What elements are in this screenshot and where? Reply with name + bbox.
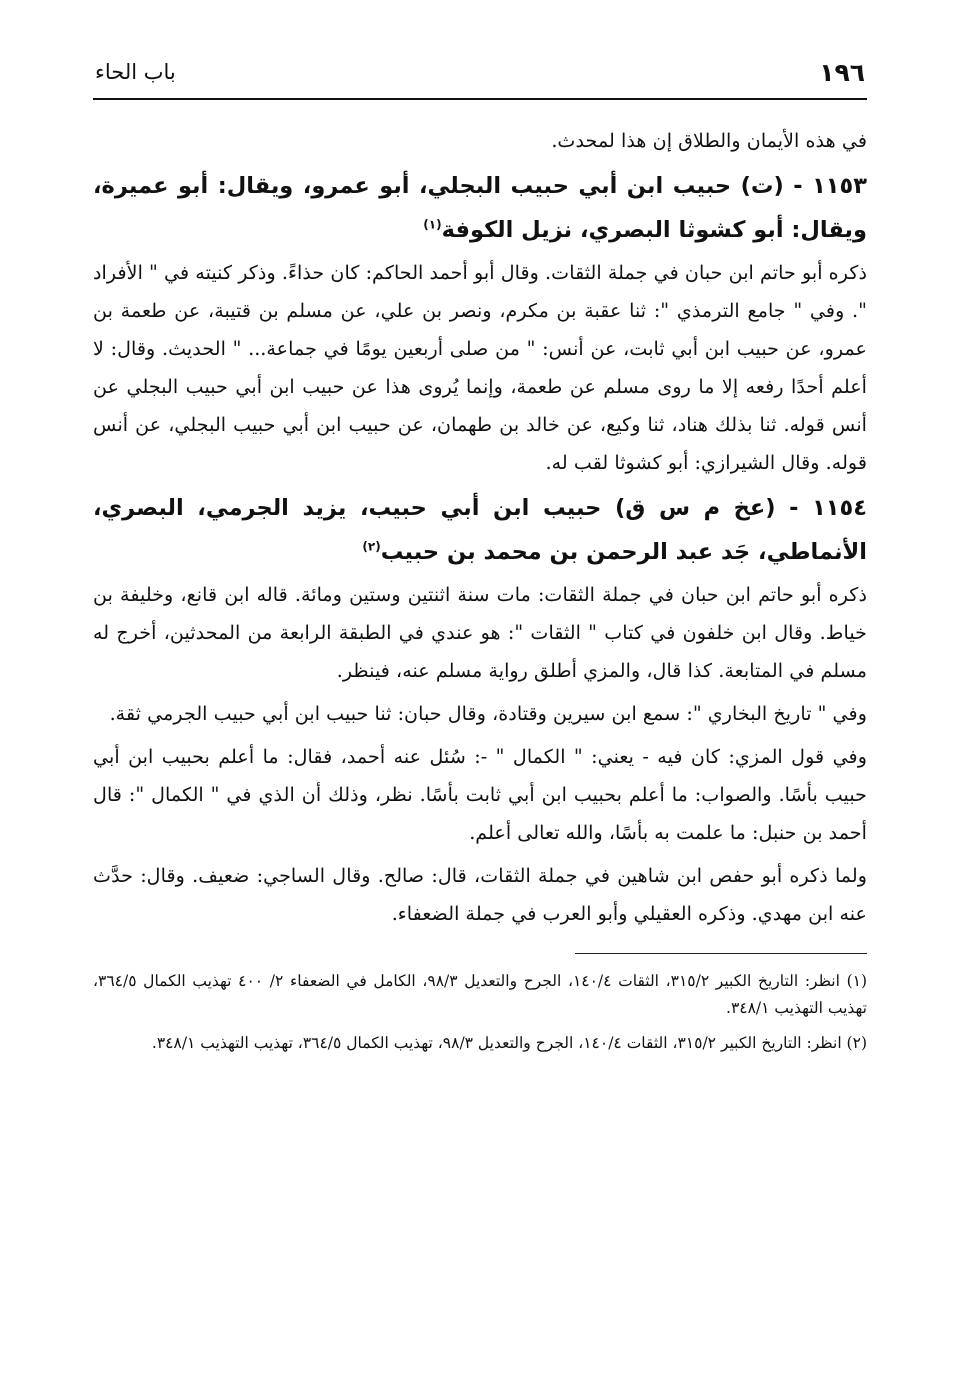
entry-paragraph: ولما ذكره أبو حفص ابن شاهين في جملة الثقات، قال: صالح. وقال الساجي: ضعيف. وقال: حدَّث عنه ابن مهدي. وذكره العقيلي وأبو العرب في جملة الضعفاء. [93, 864, 867, 925]
entry-1153 [93, 164, 867, 482]
entry-heading-text: ١١٥٣ - (ت) حبيب ابن أبي حبيب البجلي، أبو عمرو، ويقال: أبو عميرة، ويقال: أبو كشوثا البصري، نزيل الكوفة [93, 173, 867, 243]
footnote-separator [575, 953, 867, 954]
footnote-1: (١) انظر: التاريخ الكبير ٣١٥/٢، الثقات ١٤٠/٤، الجرح والتعديل ٩٨/٣، الكامل في الضعفاء ٢/ ٤٠٠ تهذيب الكمال ٣٦٤/٥، تهذيب التهذيب ٣٤٨/١. [93, 972, 868, 1017]
book-page [93, 48, 867, 1065]
entry-heading [93, 486, 867, 574]
carryover-text: في هذه الأيمان والطلاق إن هذا لمحدث. [551, 129, 867, 152]
entry-heading [93, 164, 867, 252]
footnote-marker: (٢) [362, 539, 381, 554]
entry-paragraph: وفي قول المزي: كان فيه - يعني: " الكمال " -: سُئل عنه أحمد، فقال: ما أعلم بحبيب ابن أبي حبيب بأسًا. والصواب: ما أعلم بحبيب ابن أبي ثابت بأسًا. نظر، وذلك أن الذي في " الكمال ": قال أحمد بن حنبل: ما علمت به بأسًا، والله تعالى أعلم. [93, 745, 867, 844]
entry-heading-text: ١١٥٤ - (عخ م س ق) حبيب ابن أبي حبيب، يزيد الجرمي، البصري، الأنماطي، جَد عبد الرحمن بن محمد بن حبيب [93, 495, 867, 565]
footnote-marker: (١) [423, 217, 442, 232]
chapter-title: باب الحاء [95, 60, 176, 84]
entry-paragraph: وفي " تاريخ البخاري ": سمع ابن سيرين وقتادة، وقال حبان: ثنا حبيب ابن أبي حبيب الجرمي ثقة. [109, 702, 867, 725]
entry-paragraph: ذكره أبو حاتم ابن حبان في جملة الثقات. وقال أبو أحمد الحاكم: كان حذاءً. وذكر كنيته في " الأفراد ". وفي " جامع الترمذي ": ثنا عقبة بن مكرم، ونصر بن علي، عن مسلم بن قتيبة، عن طعمة بن عمرو، عن حبيب ابن أبي ثابت، عن أنس: " من صلى أربعين يومًا في جماعة... " الحديث. وقال: لا أعلم أحدًا رفعه إلا ما روى مسلم عن طعمة، وإنما يُروى هذا عن حبيب ابن أبي حبيب البجلي عن أنس قوله. ثنا بذلك هناد، ثنا وكيع، عن خالد بن طهمان، عن حبيب ابن أبي حبيب البجلي، عن أنس قوله. وقال الشيرازي: أبو كشوثا لقب له. [93, 261, 867, 474]
footnote-2: (٢) انظر: التاريخ الكبير ٣١٥/٢، الثقات ١٤٠/٤، الجرح والتعديل ٩٨/٣، تهذيب الكمال ٣٦٤/٥، تهذيب التهذيب ٣٤٨/١. [151, 1034, 867, 1052]
entry-1154 [93, 486, 867, 933]
footnotes [93, 968, 867, 1057]
running-header [93, 48, 867, 100]
page-number: ١٩٦ [819, 58, 865, 87]
entry-paragraph: ذكره أبو حاتم ابن حبان في جملة الثقات: مات سنة اثنتين وستين ومائة. قاله ابن قانع، وخليفة بن خياط. وقال ابن خلفون في كتاب " الثقات ": هو عندي في الطبقة الرابعة من المحدثين، أخرج له مسلم في المتابعة. كذا قال، والمزي أطلق رواية مسلم عنه، فينظر. [93, 583, 867, 682]
